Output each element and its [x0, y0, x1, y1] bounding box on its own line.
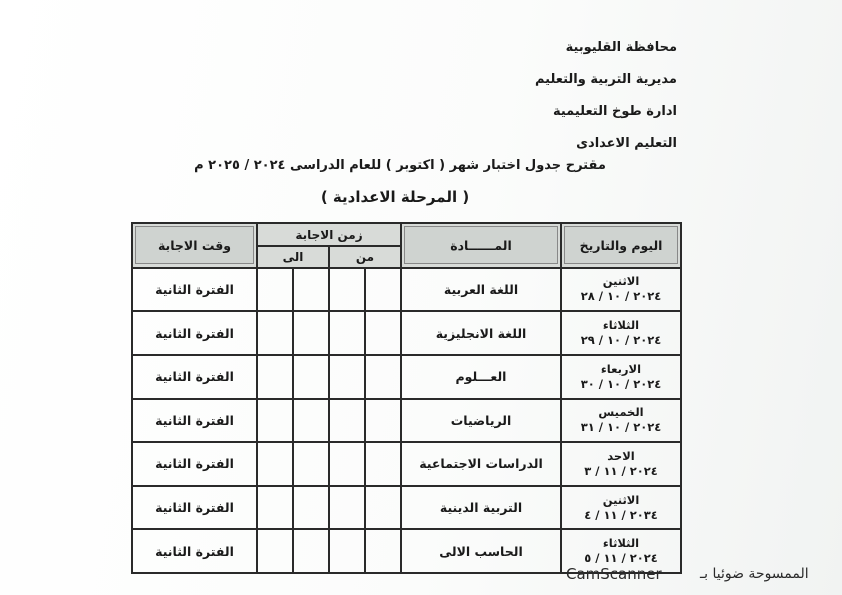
day-name: الاثنين — [602, 274, 640, 289]
governorate-line: محافظة القليوبية — [565, 40, 677, 55]
table-row — [132, 311, 681, 355]
header-to: الى — [257, 246, 329, 267]
to-time-cell — [257, 529, 293, 573]
subject-cell: الحاسب الالى — [401, 529, 561, 573]
from-time-cell — [365, 268, 401, 312]
from-time-cell — [365, 486, 401, 530]
from-time-cell — [365, 399, 401, 443]
exam-date: ٢٠٢٤ / ١٠ / ٢٨ — [580, 289, 662, 304]
subject-cell: اللغة العربية — [401, 268, 561, 312]
to-time-cell — [257, 486, 293, 530]
directorate-line: مديرية التربية والتعليم — [534, 72, 677, 87]
from-time-cell — [329, 529, 365, 573]
subject-cell: التربية الدينية — [401, 486, 561, 530]
from-time-cell — [329, 442, 365, 486]
scanned-with-label: الممسوحة ضوئيا بـ — [700, 566, 809, 582]
document-title: مقترح جدول اختبار شهر ( اكتوبر ) للعام الدراسى ٢٠٢٤ / ٢٠٢٥ م — [194, 158, 606, 173]
day-name: الاربعاء — [600, 361, 642, 376]
to-time-cell — [257, 399, 293, 443]
from-time-cell — [329, 268, 365, 312]
from-time-cell — [365, 311, 401, 355]
from-time-cell — [365, 529, 401, 573]
day-name: الاحد — [607, 448, 635, 463]
exam-date: ٢٠٢٤ / ١٠ / ٣٠ — [580, 376, 662, 391]
period-cell: الفترة الثانية — [132, 442, 257, 486]
day-name: الخميس — [598, 405, 644, 420]
exam-date: ٢٠٢٤ / ١٠ / ٣١ — [580, 420, 662, 435]
from-time-cell — [329, 399, 365, 443]
exam-date: ٢٠٢٤ / ١١ / ٣ — [584, 463, 658, 478]
day-name: الثلاثاء — [602, 318, 640, 333]
header-from: من — [329, 246, 401, 267]
to-time-cell — [293, 268, 329, 312]
period-cell: الفترة الثانية — [132, 311, 257, 355]
header-subject: المــــــادة — [401, 223, 561, 268]
subject-cell: العـــلوم — [401, 355, 561, 399]
to-time-cell — [293, 311, 329, 355]
to-time-cell — [257, 311, 293, 355]
table-row — [132, 268, 681, 312]
to-time-cell — [293, 442, 329, 486]
to-time-cell — [293, 486, 329, 530]
table-row — [132, 399, 681, 443]
from-time-cell — [329, 355, 365, 399]
day-name: الاثنين — [602, 492, 640, 507]
to-time-cell — [293, 399, 329, 443]
to-time-cell — [257, 355, 293, 399]
period-cell: الفترة الثانية — [132, 486, 257, 530]
table-row — [132, 442, 681, 486]
from-time-cell — [329, 486, 365, 530]
to-time-cell — [293, 355, 329, 399]
day-date-cell — [561, 355, 681, 399]
to-time-cell — [293, 529, 329, 573]
subject-cell: الرياضيات — [401, 399, 561, 443]
day-date-cell — [561, 442, 681, 486]
exam-date: ٢٠٢٤ / ١١ / ٥ — [584, 551, 658, 566]
exam-schedule-table — [131, 222, 682, 574]
from-time-cell — [329, 311, 365, 355]
header-duration: زمن الاجابة — [257, 223, 401, 246]
day-date-cell — [561, 486, 681, 530]
day-date-cell — [561, 399, 681, 443]
administration-line: ادارة طوخ التعليمية — [552, 104, 677, 119]
day-date-cell — [561, 311, 681, 355]
subject-cell: اللغة الانجليزية — [401, 311, 561, 355]
document-subtitle: ( المرحلة الاعدادية ) — [320, 188, 470, 206]
period-cell: الفترة الثانية — [132, 268, 257, 312]
to-time-cell — [257, 268, 293, 312]
table-row — [132, 486, 681, 530]
exam-date: ٢٠٣٤ / ١١ / ٤ — [584, 507, 658, 522]
header-answer-time: وقت الاجابة — [132, 223, 257, 268]
stage-line: التعليم الاعدادى — [576, 136, 677, 151]
period-cell: الفترة الثانية — [132, 529, 257, 573]
period-cell: الفترة الثانية — [132, 399, 257, 443]
day-date-cell — [561, 268, 681, 312]
to-time-cell — [257, 442, 293, 486]
subject-cell: الدراسات الاجتماعية — [401, 442, 561, 486]
period-cell: الفترة الثانية — [132, 355, 257, 399]
from-time-cell — [365, 355, 401, 399]
from-time-cell — [365, 442, 401, 486]
exam-date: ٢٠٢٤ / ١٠ / ٢٩ — [580, 333, 662, 348]
day-name: الثلاثاء — [602, 536, 640, 551]
camscanner-watermark: CamScanner — [566, 565, 662, 583]
table-row — [132, 355, 681, 399]
header-day-date: اليوم والتاريخ — [561, 223, 681, 268]
